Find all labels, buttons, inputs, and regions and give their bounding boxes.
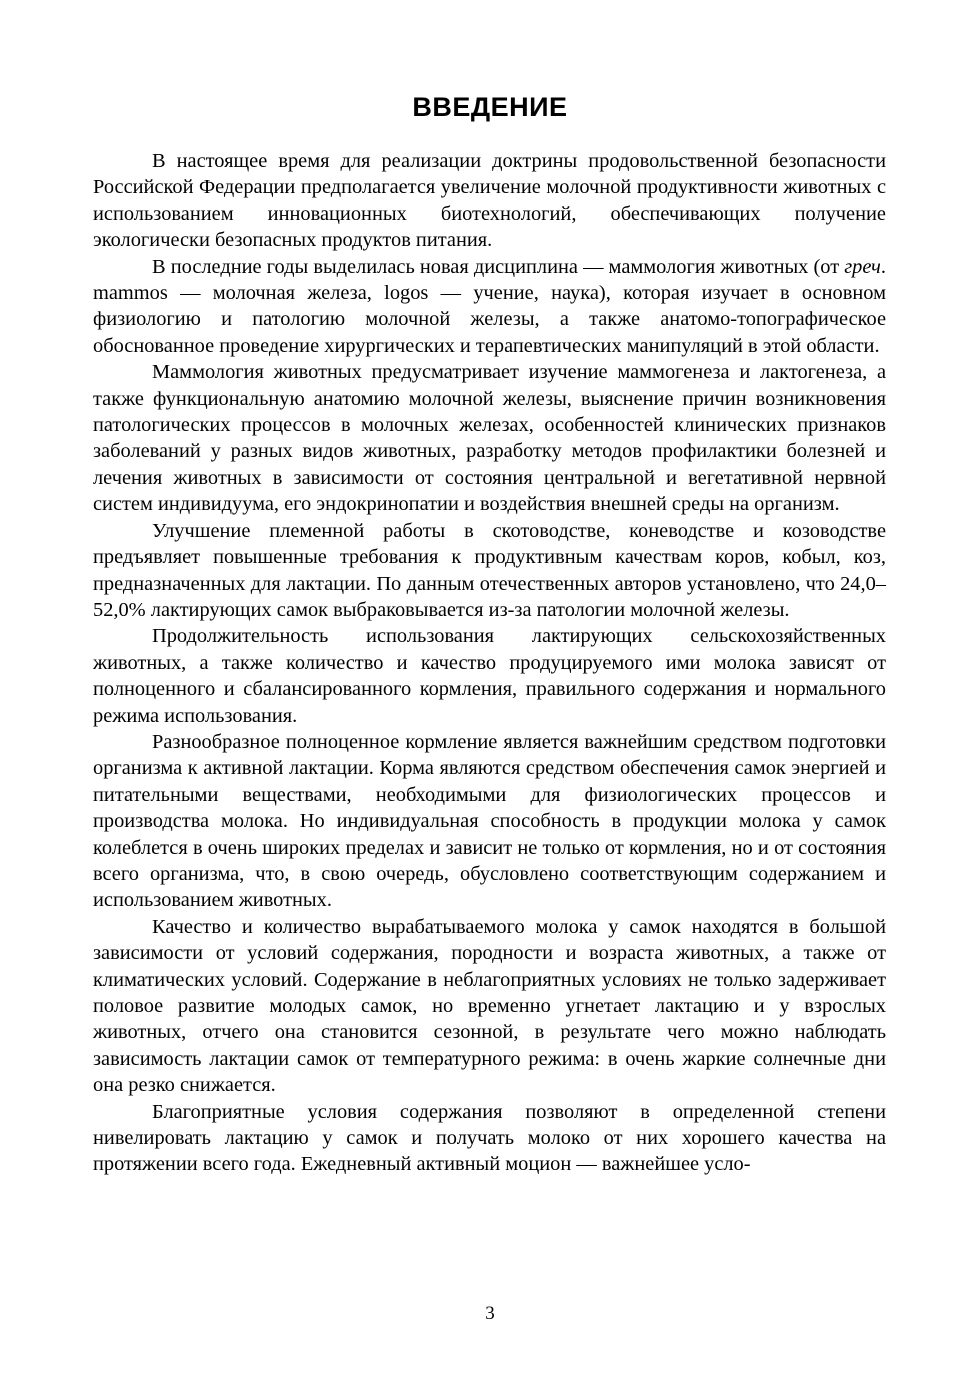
paragraph-7: Качество и количество вырабатываемого молока у самок находятся в большой зависимости от условий содержания, породности и возраста животных, а также от климатических условий. Содержание в неблагоприятных условиях не только задерживает половое развитие молодых самок, но временно угнетает лактацию и у взрослых животных, отчего она становится сезонной, в результате чего можно наблюдать зависимость лактации самок от температурного режима: в очень жаркие солнечные дни она резко снижается. xyxy=(93,915,886,1097)
page-number: 3 xyxy=(485,1303,495,1324)
paragraph-2 xyxy=(93,254,886,360)
paragraph-3: Маммология животных предусматривает изучение маммогенеза и лактогенеза, а также функциональную анатомию молочной железы, выяснение причин возникновения патологических процессов в молочных железах, особенностей клинических признаков заболеваний у разных видов животных, разработку методов профилактики болезней и лечения животных в зависимости от состояния центральной и вегетативной нервной систем индивидуума, его эндокринопатии и воздействия внешней среды на организм. xyxy=(93,361,886,516)
page-title: ВВЕДЕНИЕ xyxy=(412,92,568,122)
paragraph-5: Продолжительность использования лактирующих сельскохозяйственных животных, а также количество и качество продуцируемого ими молока зависят от полноценного и сбалансированного кормления, правильного содержания и нормального режима использования. xyxy=(93,625,886,727)
paragraph-2-text-end: . mammos — молочная железа, logos — учение, наука), которая изучает в основном физиологию и патологию молочной железы, а также анатомо-топографическое обоснованное проведение хирургических и терапевтических манипуляций в этой области. xyxy=(93,255,886,357)
paragraph-2-italic-term: греч xyxy=(844,255,881,278)
paragraph-1: В настоящее время для реализации доктрины продовольственной безопасности Российской Федерации предполагается увеличение молочной продуктивности животных с использованием инновационных биотехнологий, обеспечивающих получение экологически безопасных продуктов питания. xyxy=(93,150,886,252)
paragraph-8: Благоприятные условия содержания позволяют в определенной степени нивелировать лактацию у самок и получать молоко от них хорошего качества на протяжении всего года. Ежедневный активный моцион — важнейшее усло- xyxy=(93,1100,886,1176)
paragraph-2-text-start: В последние годы выделилась новая дисциплина — маммология животных (от xyxy=(152,255,845,278)
paragraph-6: Разнообразное полноценное кормление является важнейшим средством подготовки организма к активной лактации. Корма являются средством обеспечения самок энергией и питательными веществами, необходимыми для физиологических процессов и производства молока. Но индивидуальная способность в продукции молока у самок колеблется в очень широких пределах и зависит не только от кормления, но и от состояния всего организма, что, в свою очередь, обусловлено соответствующим содержанием и использованием животных. xyxy=(93,730,886,912)
paragraph-4: Улучшение племенной работы в скотоводстве, коневодстве и козоводстве предъявляет повышенные требования к продуктивным качествам коров, кобыл, коз, предназначенных для лактации. По данным отечественных авторов установлено, что 24,0–52,0% лактирующих самок выбраковывается из-за патологии молочной железы. xyxy=(93,519,886,621)
body-text xyxy=(93,148,886,1178)
